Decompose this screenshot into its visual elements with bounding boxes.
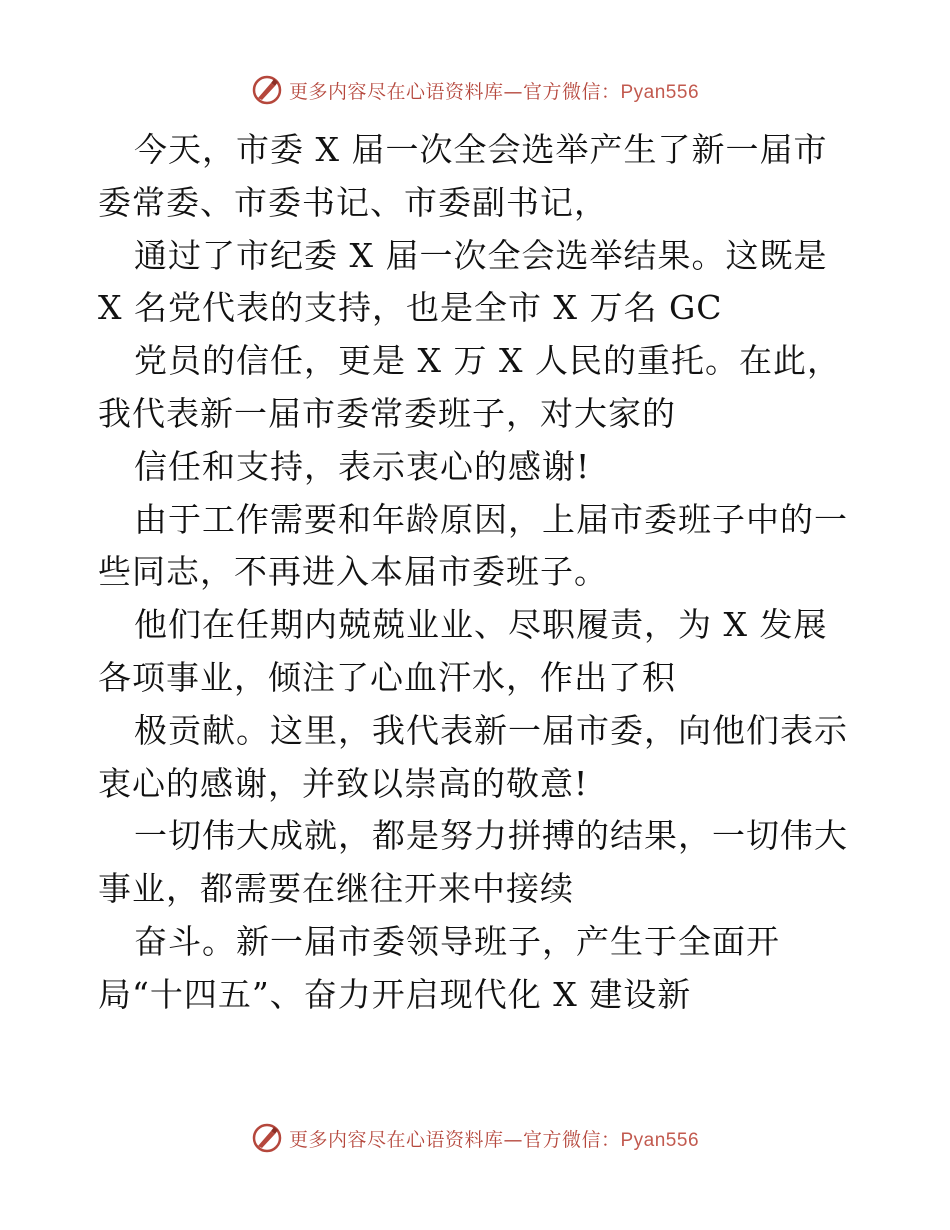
footer-watermark-banner: [0, 1118, 950, 1158]
document-body: [98, 124, 858, 1022]
text-line: 奋斗。新一届市委领导班子，产生于全面开: [134, 921, 780, 961]
text-line: 极贡献。这里，我代表新一届市委，向他们表示: [134, 710, 848, 750]
watermark-suffix: 官方微信：: [522, 1128, 621, 1151]
text-line: 我代表新一届市委常委班子，对大家的: [98, 393, 676, 433]
text-line: 局“十四五”、奋力开启现代化 X 建设新: [98, 974, 692, 1014]
text-line: 一切伟大成就，都是努力拼搏的结果，一切伟大: [134, 816, 848, 856]
watermark-separator: —: [503, 80, 523, 103]
text-line: 委常委、市委书记、市委副书记，: [98, 182, 608, 222]
footer-watermark-text: [289, 1125, 699, 1152]
header-watermark-text: [289, 77, 699, 104]
watermark-handle: Pyan556: [620, 81, 700, 103]
text-line: 党员的信任，更是 X 万 X 人民的重托。在此，: [134, 341, 841, 381]
watermark-prefix: 更多内容尽在心语资料库: [288, 1128, 504, 1151]
watermark-prefix: 更多内容尽在心语资料库: [288, 80, 504, 103]
watermark-handle: Pyan556: [620, 1129, 700, 1151]
text-line: 信任和支持，表示衷心的感谢!: [134, 446, 591, 486]
pen-circle-logo-icon: [251, 74, 283, 106]
watermark-suffix: 官方微信：: [522, 80, 621, 103]
text-line: 衷心的感谢，并致以崇高的敬意!: [98, 763, 589, 803]
text-line: 事业，都需要在继往开来中接续: [98, 869, 574, 909]
pen-circle-logo-icon: [251, 1122, 283, 1154]
watermark-separator: —: [503, 1128, 523, 1151]
text-line: X 名党代表的支持，也是全市 X 万名 GC: [98, 288, 723, 328]
text-line: 各项事业，倾注了心血汗水，作出了积: [98, 657, 676, 697]
text-line: 由于工作需要和年龄原因，上届市委班子中的一: [134, 499, 848, 539]
header-watermark-banner: [0, 70, 950, 110]
text-line: 他们在任期内兢兢业业、尽职履责，为 X 发展: [134, 605, 828, 645]
text-line: 今天，市委 X 届一次全会选举产生了新一届市: [134, 130, 828, 169]
text-line: 通过了市纪委 X 届一次全会选举结果。这既是: [134, 235, 828, 275]
text-line: 些同志，不再进入本届市委班子。: [98, 552, 608, 592]
